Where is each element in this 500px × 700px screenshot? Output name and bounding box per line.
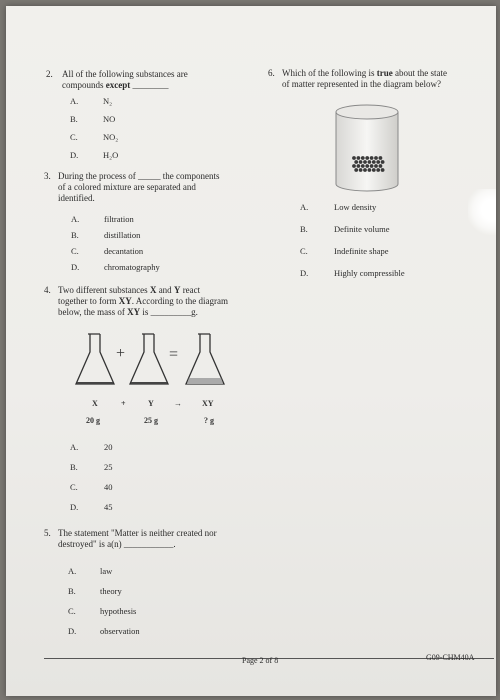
answer-option[interactable] <box>68 626 228 637</box>
course-code: G09-CHM40A <box>426 653 475 662</box>
question-number: 2. <box>46 69 53 79</box>
particle <box>361 156 365 160</box>
page-number: Page 2 of 8 <box>242 656 279 665</box>
stem-emphasis: X <box>149 285 157 295</box>
stem-line: The statement "Matter is neither created nor <box>58 528 217 538</box>
particle <box>372 160 376 164</box>
particle <box>365 156 369 160</box>
particle <box>381 168 385 172</box>
question-stem <box>282 68 482 90</box>
option-letter: C. <box>300 246 308 256</box>
question-stem <box>58 528 278 550</box>
answer-option[interactable] <box>70 502 230 513</box>
stem-line <box>58 296 288 307</box>
stem-text: react <box>180 285 201 295</box>
option-text: 20 <box>104 442 113 452</box>
option-text: decantation <box>104 246 144 256</box>
option-letter: B. <box>71 230 79 240</box>
option-text: 25 <box>104 462 113 472</box>
stem-text: about the state <box>392 68 447 78</box>
answer-option[interactable] <box>71 214 231 225</box>
answer-option[interactable] <box>70 462 230 473</box>
particle <box>365 164 369 168</box>
particle <box>376 160 380 164</box>
particle <box>379 156 383 160</box>
option-text: Highly compressible <box>334 268 405 278</box>
answer-option[interactable] <box>71 230 231 241</box>
stem-line: During the process of _____ the components <box>58 171 220 181</box>
particle <box>379 164 383 168</box>
particle <box>374 164 378 168</box>
answer-option[interactable] <box>70 114 230 125</box>
answer-option[interactable] <box>70 150 230 161</box>
equals-sign: = <box>169 346 179 363</box>
option-text: chromatography <box>104 262 160 272</box>
option-letter: C. <box>71 246 79 256</box>
stem-line: destroyed" is a(n) ___________. <box>58 539 176 549</box>
stem-text: below, the mass of <box>58 307 128 317</box>
option-text: Definite volume <box>334 224 390 234</box>
answer-option[interactable] <box>300 202 460 213</box>
stem-text: . According to the diagram <box>131 296 228 306</box>
stem-line: of a colored mixture are separated and <box>58 182 196 192</box>
option-letter: D. <box>68 626 77 636</box>
label-y: Y <box>148 399 154 408</box>
option-text: law <box>100 566 113 576</box>
flask-reaction-diagram <box>66 328 236 428</box>
mass-xy: ? g <box>204 416 214 425</box>
answer-option[interactable] <box>70 482 230 493</box>
answer-option[interactable] <box>71 246 231 257</box>
particle <box>359 168 363 172</box>
stem-line: compounds except ________ <box>62 80 169 90</box>
particle <box>374 156 378 160</box>
stem-emphasis: except <box>105 80 131 90</box>
answer-option[interactable] <box>300 246 460 257</box>
stem-emphasis: XY <box>118 296 132 306</box>
option-text: Indefinite shape <box>334 246 389 256</box>
stem-text: Two different substances <box>58 285 150 295</box>
answer-option[interactable] <box>300 268 460 279</box>
plus-sign: + <box>116 345 126 362</box>
option-letter: C. <box>68 606 76 616</box>
mass-y: 25 g <box>144 416 158 425</box>
option-letter: B. <box>300 224 308 234</box>
question-number: 5. <box>44 528 51 538</box>
question-number: 6. <box>268 68 275 78</box>
label-arrow: → <box>174 399 182 408</box>
option-letter: A. <box>70 442 79 452</box>
particle <box>361 164 365 168</box>
particle <box>352 164 356 168</box>
stem-text: is _________g. <box>140 307 198 317</box>
option-letter: D. <box>300 268 309 278</box>
stem-line <box>282 68 482 79</box>
flask-y-icon <box>130 334 168 384</box>
answer-option[interactable] <box>70 96 230 107</box>
question-stem <box>58 171 278 204</box>
option-letter: B. <box>70 462 78 472</box>
answer-option[interactable] <box>300 224 460 235</box>
answer-option[interactable] <box>68 566 228 577</box>
option-text: hypothesis <box>100 606 137 616</box>
stem-line: All of the following substances are <box>62 69 188 79</box>
particle <box>354 160 358 164</box>
option-text: H₂O <box>103 150 119 160</box>
particle <box>352 156 356 160</box>
answer-option[interactable] <box>70 442 230 453</box>
option-text: filtration <box>104 214 134 224</box>
option-text: 45 <box>104 502 113 512</box>
option-text: NO₂ <box>103 132 119 142</box>
option-letter: B. <box>70 114 78 124</box>
particle <box>368 168 372 172</box>
question-number: 3. <box>44 171 51 181</box>
particle <box>354 168 358 172</box>
stem-line: identified. <box>58 193 95 203</box>
option-letter: A. <box>71 214 80 224</box>
particle <box>357 164 361 168</box>
photo-glare <box>468 189 496 235</box>
particle <box>357 156 361 160</box>
option-letter: B. <box>68 586 76 596</box>
stem-text: and <box>156 285 174 295</box>
option-text: observation <box>100 626 140 636</box>
option-text: N₂ <box>103 96 113 106</box>
particle <box>368 160 372 164</box>
stem-line <box>58 285 288 296</box>
particle <box>370 156 374 160</box>
answer-option[interactable] <box>71 262 231 273</box>
option-text: Low density <box>334 202 377 212</box>
particle <box>376 168 380 172</box>
label-x: X <box>92 399 98 408</box>
stem-emphasis: true <box>376 68 393 78</box>
label-xy: XY <box>202 399 214 408</box>
particle <box>359 160 363 164</box>
answer-option[interactable] <box>68 606 228 617</box>
stem-line <box>58 307 288 318</box>
exam-page <box>6 6 496 696</box>
flask-x-icon <box>76 334 114 384</box>
stem-text: together to form <box>58 296 119 306</box>
stem-emphasis: Y <box>173 285 181 295</box>
stem-text: Which of the following is <box>282 68 377 78</box>
option-letter: D. <box>70 502 79 512</box>
gas-container-diagram <box>332 102 402 194</box>
answer-option[interactable] <box>70 132 230 143</box>
particle <box>381 160 385 164</box>
option-letter: A. <box>70 96 79 106</box>
particle <box>363 168 367 172</box>
option-letter: D. <box>70 150 79 160</box>
mass-x: 20 g <box>86 416 100 425</box>
question-stem <box>58 285 288 318</box>
answer-option[interactable] <box>68 586 228 597</box>
option-letter: C. <box>70 132 78 142</box>
option-letter: C. <box>70 482 78 492</box>
option-letter: A. <box>300 202 309 212</box>
option-letter: D. <box>71 262 80 272</box>
flask-xy-icon <box>186 334 224 384</box>
particle <box>363 160 367 164</box>
particle <box>370 164 374 168</box>
option-text: 40 <box>104 482 113 492</box>
option-text: distillation <box>104 230 141 240</box>
label-plus: + <box>121 399 126 408</box>
stem-line: of matter represented in the diagram below? <box>282 79 441 89</box>
option-text: NO <box>103 114 116 124</box>
option-text: theory <box>100 586 122 596</box>
option-letter: A. <box>68 566 77 576</box>
stem-text: compounds <box>62 80 106 90</box>
question-stem <box>62 69 262 91</box>
stem-emphasis: XY <box>127 307 141 317</box>
particle <box>372 168 376 172</box>
question-number: 4. <box>44 285 51 295</box>
